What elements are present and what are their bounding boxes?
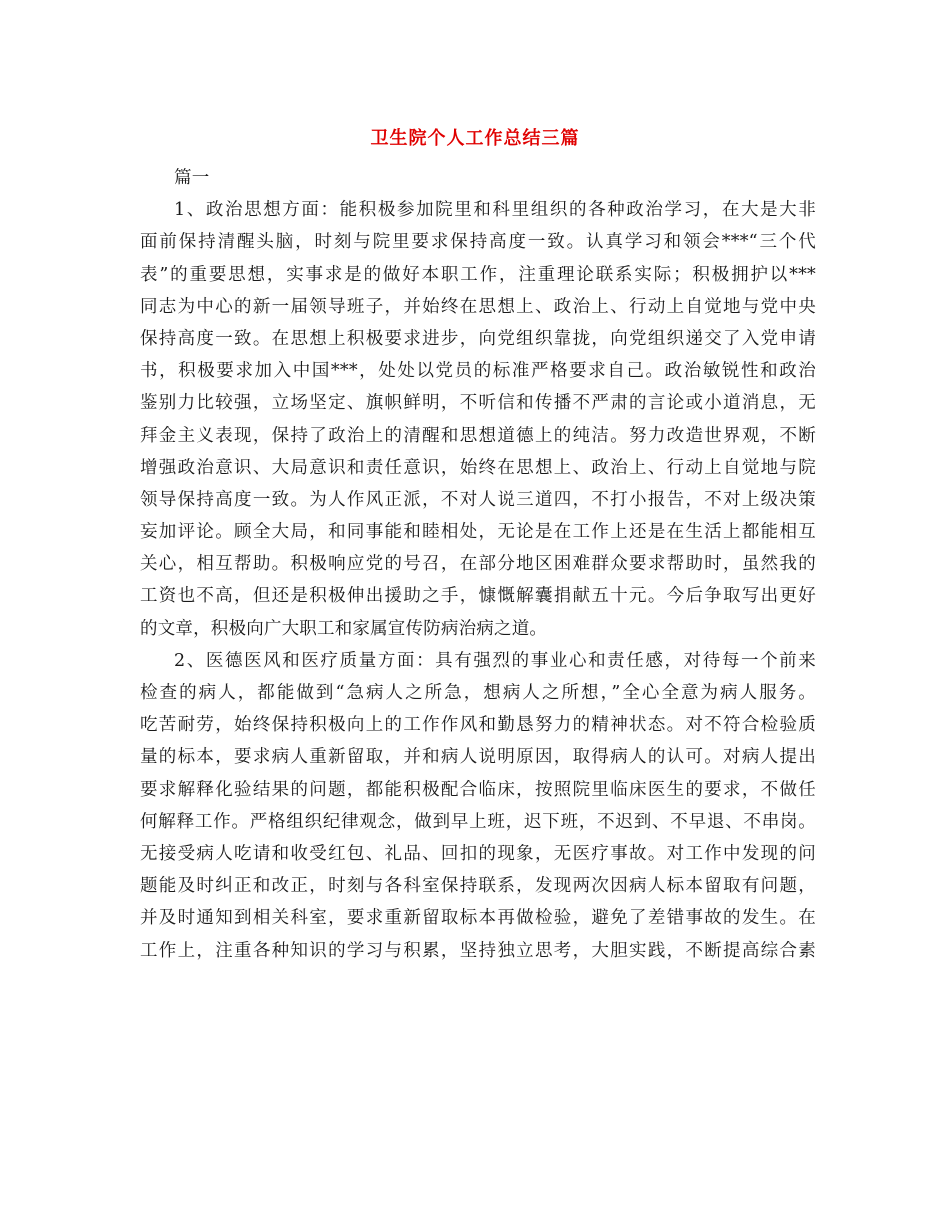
- text-line: 检查的病人，都能做到“急病人之所急，想病人之所想，”全心全意为病人服务。: [140, 683, 816, 703]
- text-line: 表”的重要思想，实事求是的做好本职工作，注重理论联系实际；积极拥护以***: [140, 264, 816, 285]
- text-line: 的文章，积极向广大职工和家属宣传防病治病之道。: [140, 618, 548, 639]
- text-line: 保持高度一致。在思想上积极要求进步，向党组织靠拢，向党组织递交了入党申请: [140, 328, 816, 349]
- text-line: 关心，相互帮助。积极响应党的号召，在部分地区困难群众要求帮助时，虽然我的: [140, 554, 816, 575]
- text-line: 鉴别力比较强，立场坚定、旗帜鲜明，不听信和传播不严肃的言论或小道消息，无: [140, 393, 816, 414]
- text-line: 工资也不高，但还是积极伸出援助之手，慷慨解囊捐献五十元。今后争取写出更好: [140, 586, 816, 607]
- text-line: 无接受病人吃请和收受红包、礼品、回扣的现象，无医疗事故。对工作中发现的问: [140, 843, 816, 864]
- text-line: 同志为中心的新一届领导班子，并始终在思想上、政治上、行动上自觉地与党中央: [140, 296, 816, 317]
- text-line: 拜金主义表现，保持了政治上的清醒和思想道德上的纯洁。努力改造世界观，不断: [140, 425, 816, 446]
- text-line: 书，积极要求加入中国***，处处以党员的标准严格要求自己。政治敏锐性和政治: [140, 361, 816, 382]
- text-line: 量的标本，要求病人重新留取，并和病人说明原因，取得病人的认可。对病人提出: [140, 747, 816, 768]
- text-line: 2、医德医风和医疗质量方面：具有强烈的事业心和责任感，对待每一个前来: [174, 650, 816, 671]
- text-line: 吃苦耐劳，始终保持积极向上的工作作风和勤恳努力的精神状态。对不符合检验质: [140, 715, 816, 736]
- text-line: 1、政治思想方面：能积极参加院里和科里组织的各种政治学习，在大是大非: [174, 200, 816, 221]
- text-line: 题能及时纠正和改正，时刻与各科室保持联系，发现两次因病人标本留取有问题，: [140, 876, 816, 897]
- text-line: 领导保持高度一致。为人作风正派，不对人说三道四，不打小报告，不对上级决策: [140, 489, 816, 510]
- text-line: 何解释工作。严格组织纪律观念，做到早上班，迟下班，不迟到、不早退、不串岗。: [140, 811, 816, 832]
- text-line: 妄加评论。顾全大局，和同事能和睦相处，无论是在工作上还是在生活上都能相互: [140, 522, 816, 543]
- text-line: 篇一: [174, 168, 210, 188]
- text-line: 工作上，注重各种知识的学习与积累，坚持独立思考，大胆实践，不断提高综合素: [140, 940, 816, 961]
- document-body: [140, 162, 816, 967]
- text-line: 增强政治意识、大局意识和责任意识，始终在思想上、政治上、行动上自觉地与院: [140, 457, 816, 478]
- document-title: 卫生院个人工作总结三篇: [370, 128, 580, 149]
- text-line: 并及时通知到相关科室，要求重新留取标本再做检验，避免了差错事故的发生。在: [140, 908, 816, 929]
- text-line: 要求解释化验结果的问题，都能积极配合临床，按照院里临床医生的要求，不做任: [140, 779, 816, 800]
- text-line: 面前保持清醒头脑，时刻与院里要求保持高度一致。认真学习和领会***“三个代: [140, 232, 816, 253]
